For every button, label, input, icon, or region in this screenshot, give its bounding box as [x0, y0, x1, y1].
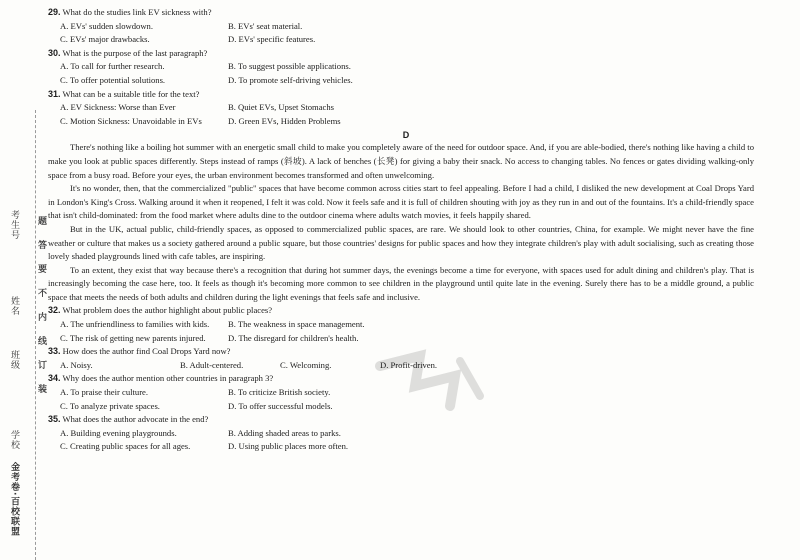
- passage-paragraph-2: It's no wonder, then, that the commercialized "public" spaces that have become common across cities start to feel appealing. Before I had a child, I disliked the new development at Coal Drops Yard in London's King's Cross. Walking around it when it reopened, I felt it was cold. Now it feels safe and it is full of children shouting with joy as they run in and out of the fountains. It's a child-friendly space that isn't child-dominated: from the food market where adults dine to the outdoor cinema where adults watch movies, it feels happily shared.: [48, 183, 754, 221]
- binding-char: 不: [38, 289, 48, 299]
- passage-paragraph-1: There's nothing like a boiling hot summer with an energetic small child to make you completely aware of the need for outdoor space. And, if you are able-bodied, there's nothing like having a child to make you look at public spaces differently. Steps instead of ramps (斜坡). A lack of benches (长凳) for giving a baby their snack. No access to changing tables. No fences or gates dividing walking-only space from a busy road. Before your eyes, the urban environment becomes transformed and often unwelcoming.: [48, 142, 754, 180]
- option-c: C. Motion Sickness: Unavoidable in EVs: [60, 115, 202, 126]
- name-label: 姓名: [9, 296, 19, 316]
- school-label: 学校: [9, 430, 19, 450]
- option-a: A. EV Sickness: Worse than Ever: [60, 102, 176, 113]
- option-d: D. EVs' specific features.: [228, 34, 316, 45]
- question-number: 31.: [48, 88, 61, 99]
- option-c: C. To offer potential solutions.: [60, 74, 166, 85]
- binding-char: 题: [38, 217, 48, 227]
- question-number: 33.: [48, 346, 61, 357]
- question-number: 29.: [48, 7, 61, 17]
- option-d: D. To promote self-driving vehicles.: [228, 74, 353, 85]
- option-b: B. The weakness in space management.: [228, 319, 365, 330]
- question-33: [48, 345, 764, 372]
- option-a: A. Noisy.: [60, 359, 93, 370]
- passage-paragraph-3: But in the UK, actual public, child-friendly spaces, as opposed to commercialized public spaces, are rare. We should look to other countries, China, for example. We might never have the fine weather or culture that makes us a society gathered around a public square, but those countries' designs for public spaces and how they integrate children's play with adult socialising, such as creating those lovely shaded playgrounds lined with cafe tables, are inspiring.: [48, 223, 754, 262]
- option-c: C. The risk of getting new parents injured.: [60, 332, 206, 343]
- question-35: [48, 413, 764, 454]
- binding-line: [35, 110, 36, 560]
- section-label: D: [402, 130, 410, 141]
- option-b: B. To suggest possible applications.: [228, 61, 351, 72]
- option-c: C. Creating public spaces for all ages.: [60, 441, 191, 452]
- binding-char: 装: [38, 385, 48, 395]
- binding-char: 要: [38, 265, 48, 275]
- option-d: D. Using public places more often.: [228, 441, 349, 452]
- question-stem: What problem does the author highlight about public places?: [62, 305, 273, 316]
- question-number: 34.: [48, 373, 61, 384]
- question-stem: Why does the author mention other countries in paragraph 3?: [62, 373, 274, 384]
- option-b: B. Adult-centered.: [180, 359, 244, 370]
- option-b: B. Quiet EVs, Upset Stomachs: [228, 102, 334, 113]
- option-d: D. The disregard for children's health.: [228, 332, 359, 343]
- question-number: 30.: [48, 47, 61, 58]
- option-c: C. To analyze private spaces.: [60, 400, 160, 411]
- option-a: A. To call for further research.: [60, 61, 165, 72]
- option-a: A. Building evening playgrounds.: [60, 427, 177, 438]
- binding-char: 答: [38, 241, 48, 251]
- class-label: 班级: [9, 350, 19, 370]
- binding-margin: [0, 0, 32, 560]
- option-a: A. To praise their culture.: [60, 387, 149, 398]
- question-30: [48, 47, 764, 88]
- option-d: D. Green EVs, Hidden Problems: [228, 115, 341, 126]
- binding-char: 内: [38, 313, 48, 323]
- question-32: [48, 304, 764, 345]
- question-stem: How does the author find Coal Drops Yard now?: [62, 346, 231, 357]
- question-stem: What do the studies link EV sickness with?: [62, 7, 212, 17]
- brand-label: 金考卷·百校联盟: [9, 462, 19, 537]
- passage-paragraph-4: To an extent, they exist that way because there's a recognition that during hot summer days, the evenings become a time for everyone, with spaces used for adult dining and children's play. That is increasingly becoming the case here, too. It feels as though it's becoming more common to see children in the playground until quite late in the evening. Surely there has to be a middle ground, a public space that meets the needs of both adults and children during the light evenings that feels safe and inclusive.: [48, 264, 754, 302]
- question-stem: What can be a suitable title for the text?: [62, 88, 200, 99]
- binding-char: 订: [38, 361, 48, 371]
- question-number: 32.: [48, 305, 61, 316]
- exam-number-label: 考生号: [9, 210, 19, 240]
- question-31: [48, 88, 764, 129]
- option-c: C. EVs' major drawbacks.: [60, 34, 150, 45]
- exam-page: [48, 6, 764, 454]
- question-stem: What is the purpose of the last paragraph?: [62, 47, 208, 58]
- option-a: A. The unfriendliness to families with kids.: [60, 319, 210, 330]
- option-b: B. To criticize British society.: [228, 387, 331, 398]
- option-a: A. EVs' sudden slowdown.: [60, 20, 153, 31]
- option-d: D. To offer successful models.: [228, 400, 333, 411]
- option-b: B. EVs' seat material.: [228, 20, 303, 31]
- question-number: 35.: [48, 414, 61, 425]
- question-34: [48, 372, 764, 413]
- binding-char: 线: [38, 337, 48, 347]
- option-c: C. Welcoming.: [280, 359, 332, 370]
- option-b: B. Adding shaded areas to parks.: [228, 427, 341, 438]
- option-d: D. Profit-driven.: [380, 359, 438, 370]
- question-stem: What does the author advocate in the end?: [62, 414, 209, 425]
- question-29: [48, 6, 764, 47]
